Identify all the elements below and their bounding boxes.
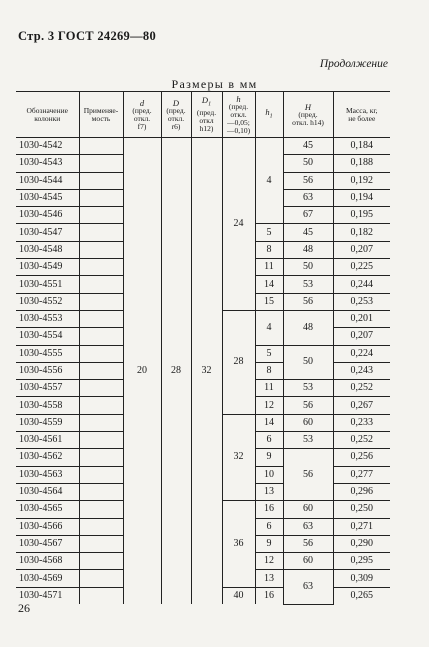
mass-cell: 0,188 [333,155,390,172]
H-value-cell: 53 [283,432,333,449]
H-value-cell: 56 [283,397,333,414]
designation-cell: 1030-4569 [16,570,79,587]
designation-cell: 1030-4562 [16,449,79,466]
d-value-cell: 20 [123,138,161,605]
h1-value-cell: 12 [255,397,283,414]
h1-value-cell: 13 [255,483,283,500]
h1-value-cell: 5 [255,224,283,241]
h-value-cell: 40 [222,587,255,604]
designation-cell: 1030-4542 [16,138,79,155]
h1-value-cell: 8 [255,362,283,379]
H-value-cell: 56 [283,535,333,552]
mass-cell: 0,182 [333,224,390,241]
designation-cell: 1030-4544 [16,172,79,189]
D-value-cell: 28 [161,138,191,605]
col-header-designation: Обозначение колонки [16,92,79,138]
H-value-cell: 48 [283,310,333,345]
col-header-D1: $D_1$ (пред. откл h12) [191,92,222,138]
designation-cell: 1030-4545 [16,189,79,206]
mass-cell: 0,201 [333,310,390,327]
H-value-cell: 63 [283,518,333,535]
H-value-cell: 67 [283,207,333,224]
applicability-cell [79,207,123,224]
mass-cell: 0,271 [333,518,390,535]
applicability-cell [79,293,123,310]
col-header-applicability: Применяе- мость [79,92,123,138]
H-value-cell: 56 [283,449,333,501]
designation-cell: 1030-4564 [16,483,79,500]
designation-cell: 1030-4567 [16,535,79,552]
h1-value-cell: 4 [255,310,283,345]
h1-value-cell: 13 [255,570,283,587]
applicability-cell [79,535,123,552]
mass-cell: 0,295 [333,553,390,570]
applicability-cell [79,155,123,172]
designation-cell: 1030-4551 [16,276,79,293]
H-value-cell: 50 [283,259,333,276]
continuation-label: Продолжение [319,58,388,70]
designation-cell: 1030-4557 [16,380,79,397]
h-value-cell: 32 [222,414,255,500]
applicability-cell [79,570,123,587]
mass-cell: 0,267 [333,397,390,414]
page-number: 26 [18,601,30,615]
h-value-cell: 36 [222,501,255,587]
mass-cell: 0,296 [333,483,390,500]
mass-cell: 0,192 [333,172,390,189]
mass-cell: 0,233 [333,414,390,431]
designation-cell: 1030-4543 [16,155,79,172]
h1-value-cell: 8 [255,241,283,258]
h1-value-cell: 11 [255,259,283,276]
mass-cell: 0,309 [333,570,390,587]
designation-cell: 1030-4547 [16,224,79,241]
designation-cell: 1030-4563 [16,466,79,483]
mass-cell: 0,207 [333,328,390,345]
mass-cell: 0,225 [333,259,390,276]
applicability-cell [79,449,123,466]
applicability-cell [79,518,123,535]
applicability-cell [79,328,123,345]
table-header-row [16,92,390,138]
mass-cell: 0,207 [333,241,390,258]
H-value-cell: 50 [283,155,333,172]
mass-cell: 0,244 [333,276,390,293]
applicability-cell [79,276,123,293]
designation-cell: 1030-4546 [16,207,79,224]
h1-value-cell: 10 [255,466,283,483]
H-value-cell: 50 [283,345,333,380]
h1-value-cell: 11 [255,380,283,397]
units-caption: Размеры в мм [171,77,258,91]
H-value-cell: 53 [283,380,333,397]
H-value-cell: 45 [283,224,333,241]
applicability-cell [79,224,123,241]
applicability-cell [79,466,123,483]
h1-value-cell: 16 [255,501,283,518]
designation-cell: 1030-4556 [16,362,79,379]
designation-cell: 1030-4566 [16,518,79,535]
designation-cell: 1030-4555 [16,345,79,362]
H-value-cell: 56 [283,293,333,310]
h1-value-cell: 9 [255,535,283,552]
H-value-cell: 48 [283,241,333,258]
applicability-cell [79,553,123,570]
designation-cell: 1030-4565 [16,501,79,518]
applicability-cell [79,241,123,258]
H-value-cell: 63 [283,570,333,604]
H-value-cell: 60 [283,553,333,570]
H-value-cell: 60 [283,414,333,431]
h1-value-cell: 9 [255,449,283,466]
h1-value-cell: 5 [255,345,283,362]
designation-cell: 1030-4549 [16,259,79,276]
mass-cell: 0,252 [333,380,390,397]
col-header-h: h (пред. откл. —0,05; —0,10) [222,92,255,138]
applicability-cell [79,587,123,604]
mass-cell: 0,252 [333,432,390,449]
designation-cell: 1030-4554 [16,328,79,345]
h-value-cell: 28 [222,310,255,414]
h-value-cell: 24 [222,138,255,311]
H-value-cell: 63 [283,189,333,206]
applicability-cell [79,432,123,449]
h1-value-cell: 12 [255,553,283,570]
applicability-cell [79,310,123,327]
applicability-cell [79,259,123,276]
designation-cell: 1030-4571 [16,587,79,604]
col-header-d: d (пред. откл. f7) [123,92,161,138]
page-header: Стр. 3 ГОСТ 24269—80 [18,29,156,43]
mass-cell: 0,256 [333,449,390,466]
designation-cell: 1030-4548 [16,241,79,258]
h1-value-cell: 6 [255,432,283,449]
dimensions-table [16,91,390,605]
mass-cell: 0,277 [333,466,390,483]
applicability-cell [79,345,123,362]
H-value-cell: 56 [283,172,333,189]
h1-value-cell: 16 [255,587,283,604]
designation-cell: 1030-4559 [16,414,79,431]
mass-cell: 0,243 [333,362,390,379]
mass-cell: 0,194 [333,189,390,206]
designation-cell: 1030-4553 [16,310,79,327]
designation-cell: 1030-4558 [16,397,79,414]
h1-value-cell: 6 [255,518,283,535]
table-row [16,138,390,155]
mass-cell: 0,290 [333,535,390,552]
designation-cell: 1030-4552 [16,293,79,310]
col-header-H: H (пред. откл. h14) [283,92,333,138]
col-header-mass: Масса, кг, не более [333,92,390,138]
designation-cell: 1030-4568 [16,553,79,570]
mass-cell: 0,250 [333,501,390,518]
mass-cell: 0,195 [333,207,390,224]
applicability-cell [79,362,123,379]
applicability-cell [79,138,123,155]
h1-value-cell: 15 [255,293,283,310]
designation-cell: 1030-4561 [16,432,79,449]
applicability-cell [79,172,123,189]
col-header-D: D (пред. откл. r6) [161,92,191,138]
applicability-cell [79,501,123,518]
col-header-h1: $h_1$ [255,92,283,138]
applicability-cell [79,380,123,397]
H-value-cell: 53 [283,276,333,293]
h1-value-cell: 4 [255,138,283,224]
mass-cell: 0,253 [333,293,390,310]
mass-cell: 0,184 [333,138,390,155]
applicability-cell [79,414,123,431]
mass-cell: 0,224 [333,345,390,362]
applicability-cell [79,397,123,414]
applicability-cell [79,189,123,206]
applicability-cell [79,483,123,500]
H-value-cell: 45 [283,138,333,155]
h1-value-cell: 14 [255,414,283,431]
mass-cell: 0,265 [350,589,373,601]
H-value-cell: 60 [283,501,333,518]
h1-value-cell: 14 [255,276,283,293]
D1-value-cell: 32 [191,138,222,605]
